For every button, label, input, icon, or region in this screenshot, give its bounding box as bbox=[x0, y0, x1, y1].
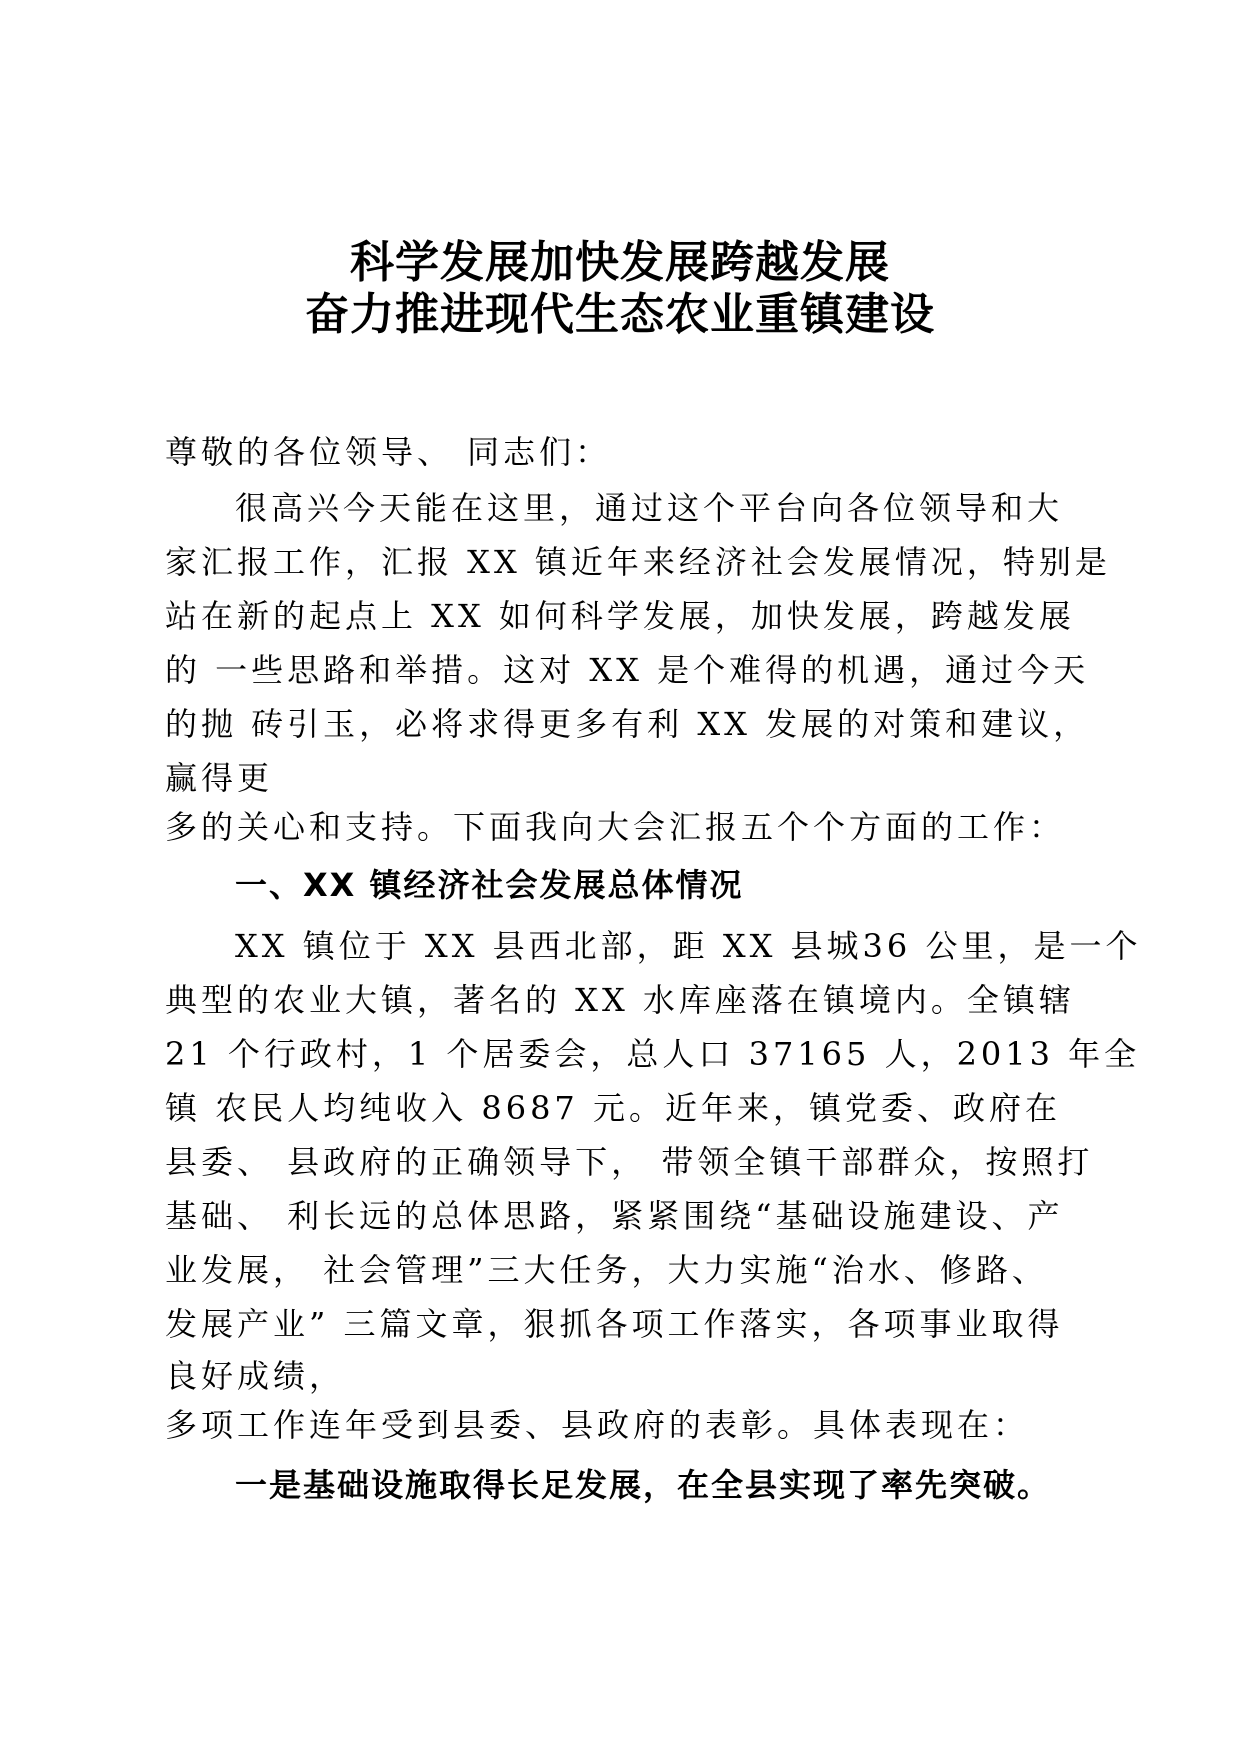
point-heading: 一是基础设施取得长足发展，在全县实现了率先突破。 bbox=[235, 1466, 1052, 1504]
intro-line: 站在新的起点上 XX 如何科学发展，加快发展，跨越发展 bbox=[165, 597, 1075, 635]
intro-line: 多的关心和支持。下面我向大会汇报五个个方面的工作： bbox=[165, 808, 1066, 846]
intro-line: 的 一些思路和举措。这对 XX 是个难得的机遇，通过今天 bbox=[165, 651, 1090, 689]
salutation: 尊敬的各位领导、 同志们： bbox=[165, 433, 612, 471]
intro-line: 赢得更 bbox=[165, 759, 274, 797]
intro-line: 家汇报工作，汇报 XX 镇近年来经济社会发展情况，特别是 bbox=[165, 543, 1111, 581]
section-line: 21 个行政村，1 个居委会，总人口 37165 人，2013 年全 bbox=[165, 1035, 1141, 1073]
intro-line: 的抛 砖引玉，必将求得更多有利 XX 发展的对策和建议， bbox=[165, 705, 1090, 743]
section-line: 多项工作连年受到县委、县政府的表彰。具体表现在： bbox=[165, 1406, 1030, 1444]
section-line: 业发展， 社会管理”三大任务，大力实施“治水、修路、 bbox=[165, 1251, 1048, 1289]
section-line: 发展产业” 三篇文章，狠抓各项工作落实，各项事业取得 bbox=[165, 1305, 1064, 1343]
section-line: 镇 农民人均纯收入 8687 元。近年来，镇党委、政府在 bbox=[165, 1089, 1061, 1127]
section-line: 县委、 县政府的正确领导下， 带领全镇干部群众，按照打 bbox=[165, 1143, 1094, 1181]
section-heading: 一、XX 镇经济社会发展总体情况 bbox=[235, 866, 744, 904]
section-line: 典型的农业大镇，著名的 XX 水库座落在镇境内。全镇辖 bbox=[165, 981, 1075, 1019]
section-line: 良好成绩， bbox=[165, 1357, 346, 1395]
section-line: XX 镇位于 XX 县西北部，距 XX 县城36 公里，是一个 bbox=[235, 927, 1142, 965]
section-line: 基础、 利长远的总体思路，紧紧围绕“基础设施建设、产 bbox=[165, 1197, 1064, 1235]
title-line-2: 奋力推进现代生态农业重镇建设 bbox=[305, 289, 935, 340]
intro-line: 很高兴今天能在这里，通过这个平台向各位领导和大 bbox=[235, 489, 1064, 527]
title-line-1: 科学发展加快发展跨越发展 bbox=[350, 237, 890, 288]
